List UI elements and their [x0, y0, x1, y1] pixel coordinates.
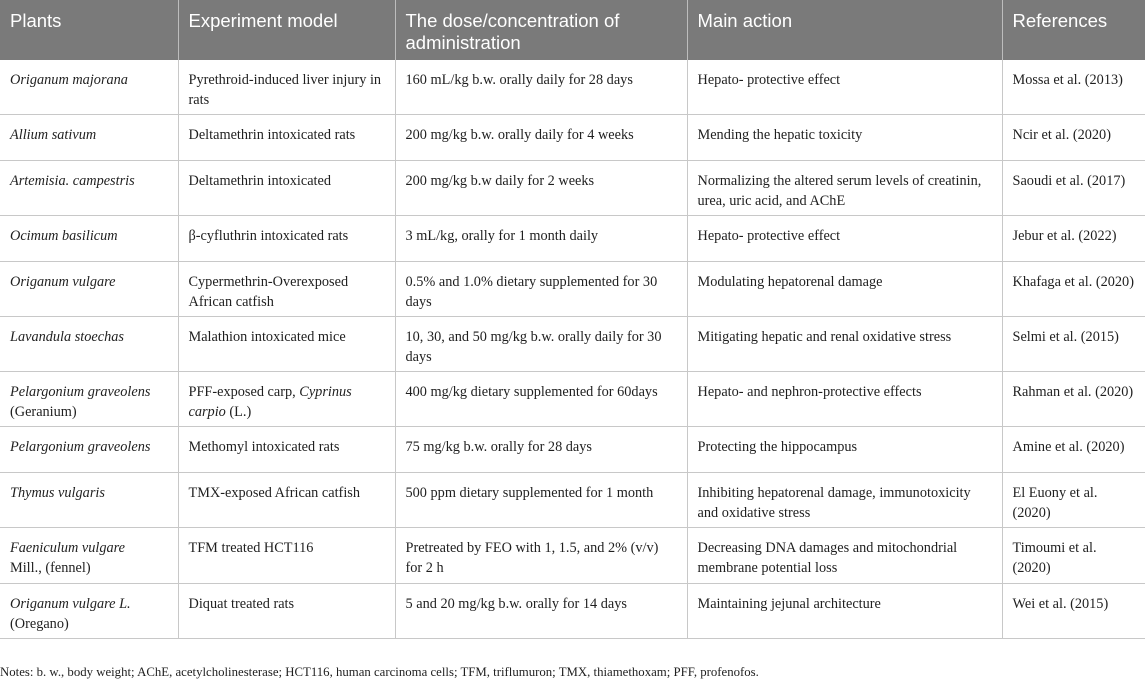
cell-main-action: Modulating hepatorenal damage — [687, 262, 1002, 317]
plant-qualifier: Mill., (fennel) — [10, 560, 91, 576]
plant-name: Origanum majorana — [10, 72, 128, 88]
cell-reference: Ncir et al. (2020) — [1002, 115, 1145, 161]
header-plants: Plants — [0, 0, 178, 60]
header-experiment-model: Experiment model — [178, 0, 395, 60]
cell-plant — [0, 60, 178, 115]
cell-reference: Selmi et al. (2015) — [1002, 317, 1145, 372]
cell-reference: Saoudi et al. (2017) — [1002, 161, 1145, 216]
plant-name: Pelargonium graveolens — [10, 439, 151, 455]
model-text: Cypermethrin-Overexposed African catfish — [188, 274, 349, 310]
cell-experiment-model — [178, 216, 395, 262]
header-references: References — [1002, 0, 1145, 60]
cell-plant — [0, 317, 178, 372]
cell-plant — [0, 161, 178, 216]
plant-name: Ocimum basilicum — [10, 228, 118, 244]
model-text: Diquat treated rats — [188, 596, 295, 612]
cell-dose: 5 and 20 mg/kg b.w. orally for 14 days — [395, 584, 687, 639]
cell-main-action: Hepato- protective effect — [687, 60, 1002, 115]
model-text: TMX-exposed African catfish — [188, 485, 361, 501]
cell-plant — [0, 584, 178, 639]
model-species: Cyprinus carpio — [188, 384, 352, 420]
cell-main-action: Maintaining jejunal architecture — [687, 584, 1002, 639]
cell-reference: Wei et al. (2015) — [1002, 584, 1145, 639]
model-text: Deltamethrin intoxicated rats — [188, 127, 356, 143]
cell-experiment-model — [178, 262, 395, 317]
cell-dose: 0.5% and 1.0% dietary supplemented for 30 days — [395, 262, 687, 317]
cell-plant — [0, 262, 178, 317]
plant-qualifier: (Oregano) — [10, 616, 69, 632]
table-notes: Notes: b. w., body weight; AChE, acetylcholinesterase; HCT116, human carcinoma cells; TFM, triflumuron; TMX, thiamethoxam; PFF, profenofos. — [0, 665, 759, 679]
table-row — [0, 427, 1145, 473]
header-main-action: Main action — [687, 0, 1002, 60]
cell-dose: 400 mg/kg dietary supplemented for 60days — [395, 372, 687, 427]
cell-dose: 200 mg/kg b.w daily for 2 weeks — [395, 161, 687, 216]
model-text: Pyrethroid-induced liver injury in rats — [188, 72, 382, 108]
cell-plant — [0, 528, 178, 584]
cell-main-action: Mending the hepatic toxicity — [687, 115, 1002, 161]
cell-plant — [0, 427, 178, 473]
cell-experiment-model — [178, 161, 395, 216]
plant-name: Artemisia. campestris — [10, 173, 135, 189]
cell-main-action: Hepato- protective effect — [687, 216, 1002, 262]
cell-experiment-model — [178, 528, 395, 584]
cell-main-action: Normalizing the altered serum levels of creatinin, urea, uric acid, and AChE — [687, 161, 1002, 216]
cell-main-action: Inhibiting hepatorenal damage, immunotoxicity and oxidative stress — [687, 473, 1002, 528]
plant-name: Pelargonium graveolens — [10, 384, 151, 400]
table-row — [0, 60, 1145, 115]
header-row — [0, 0, 1145, 60]
header-dose: The dose/concentration of administration — [395, 0, 687, 60]
table-row — [0, 216, 1145, 262]
cell-experiment-model — [178, 372, 395, 427]
cell-dose: 500 ppm dietary supplemented for 1 month — [395, 473, 687, 528]
table-row — [0, 528, 1145, 584]
table-row — [0, 584, 1145, 639]
table-header — [0, 0, 1145, 60]
model-text: TFM treated HCT116 — [188, 540, 314, 556]
table-row — [0, 473, 1145, 528]
cell-plant — [0, 115, 178, 161]
cell-plant — [0, 473, 178, 528]
cell-dose: 75 mg/kg b.w. orally for 28 days — [395, 427, 687, 473]
cell-main-action: Hepato- and nephron-protective effects — [687, 372, 1002, 427]
plant-name: Origanum vulgare L. — [10, 596, 131, 612]
cell-main-action: Protecting the hippocampus — [687, 427, 1002, 473]
cell-main-action: Decreasing DNA damages and mitochondrial membrane potential loss — [687, 528, 1002, 584]
cell-reference: Mossa et al. (2013) — [1002, 60, 1145, 115]
table-row — [0, 317, 1145, 372]
table-row — [0, 115, 1145, 161]
cell-reference: El Euony et al. (2020) — [1002, 473, 1145, 528]
cell-dose: Pretreated by FEO with 1, 1.5, and 2% (v/v) for 2 h — [395, 528, 687, 584]
cell-plant — [0, 372, 178, 427]
cell-dose: 10, 30, and 50 mg/kg b.w. orally daily for 30 days — [395, 317, 687, 372]
plant-name: Thymus vulgaris — [10, 485, 105, 501]
cell-experiment-model — [178, 115, 395, 161]
cell-reference: Jebur et al. (2022) — [1002, 216, 1145, 262]
cell-experiment-model — [178, 60, 395, 115]
table-row — [0, 372, 1145, 427]
cell-reference: Timoumi et al. (2020) — [1002, 528, 1145, 584]
cell-dose: 3 mL/kg, orally for 1 month daily — [395, 216, 687, 262]
cell-experiment-model — [178, 317, 395, 372]
model-text: PFF-exposed carp, — [188, 384, 300, 400]
table-row — [0, 262, 1145, 317]
cell-main-action: Mitigating hepatic and renal oxidative stress — [687, 317, 1002, 372]
plant-name: Allium sativum — [10, 127, 97, 143]
model-text: Methomyl intoxicated rats — [188, 439, 340, 455]
plant-name: Lavandula stoechas — [10, 329, 124, 345]
model-suffix: (L.) — [225, 404, 252, 420]
cell-dose: 160 mL/kg b.w. orally daily for 28 days — [395, 60, 687, 115]
cell-dose: 200 mg/kg b.w. orally daily for 4 weeks — [395, 115, 687, 161]
cell-reference: Amine et al. (2020) — [1002, 427, 1145, 473]
cell-experiment-model — [178, 473, 395, 528]
model-text: β-cyfluthrin intoxicated rats — [188, 228, 349, 244]
model-text: Deltamethrin intoxicated — [188, 173, 332, 189]
cell-reference: Rahman et al. (2020) — [1002, 372, 1145, 427]
plant-qualifier: (Geranium) — [10, 404, 77, 420]
model-text: Malathion intoxicated mice — [188, 329, 346, 345]
cell-plant — [0, 216, 178, 262]
table-body — [0, 60, 1145, 639]
cell-experiment-model — [178, 584, 395, 639]
plant-name: Faeniculum vulgare — [10, 540, 126, 556]
table-row — [0, 161, 1145, 216]
cell-experiment-model — [178, 427, 395, 473]
cell-reference: Khafaga et al. (2020) — [1002, 262, 1145, 317]
plant-name: Origanum vulgare — [10, 274, 116, 290]
